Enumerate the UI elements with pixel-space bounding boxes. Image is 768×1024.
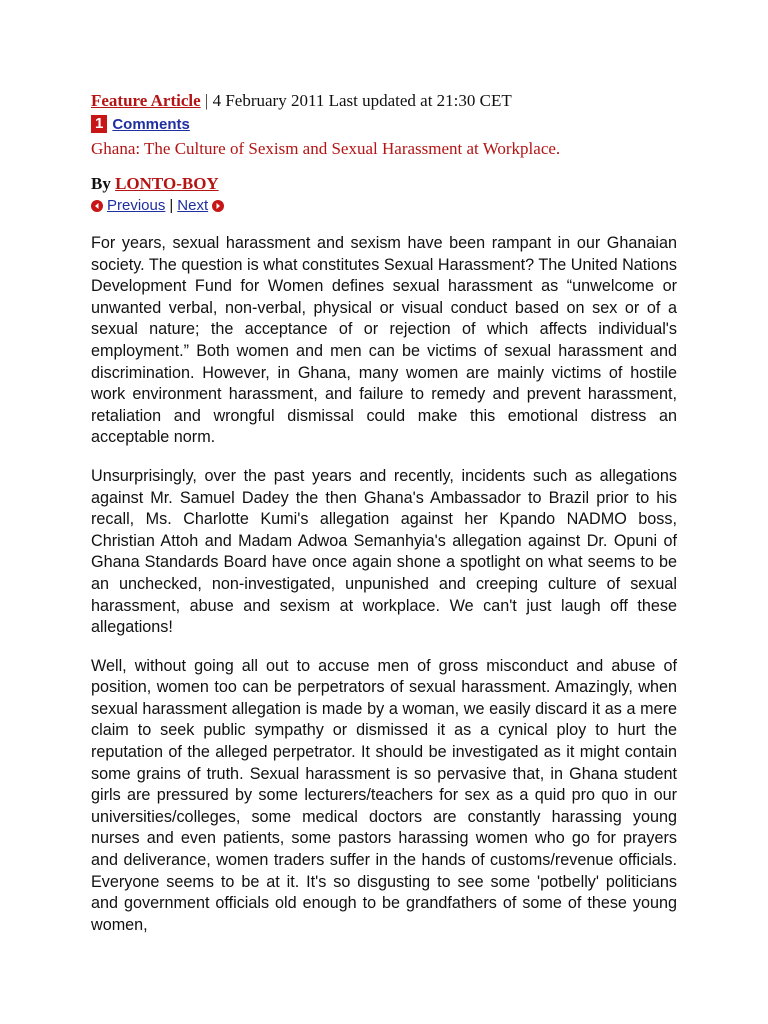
- article-body: [91, 233, 677, 953]
- previous-link[interactable]: Previous: [107, 197, 166, 214]
- comments-row: [91, 115, 190, 133]
- nav-separator: |: [169, 197, 174, 214]
- meta-separator: |: [204, 91, 213, 110]
- article-meta: [91, 91, 512, 111]
- byline: [91, 174, 219, 194]
- next-link[interactable]: Next: [177, 197, 209, 214]
- comment-count-badge: 1: [91, 115, 107, 133]
- article-navigation: [91, 197, 224, 214]
- left-arrow-circle-icon[interactable]: [91, 200, 103, 212]
- article-paragraph: For years, sexual harassment and sexism have been rampant in our Ghanaian society. The question is what constitutes Sexual Harassment? The United Nations Development Fund for Women defines sexual harassment as “unwelcome or unwanted verbal, non-verbal, physical or visual conduct based on sex or of a sexual nature; the acceptance of or rejection of which affects individual's employment.” Both women and men can be victims of sexual harassment and discrimination. However, in Ghana, many women are mainly victims of hostile work environment harassment, and failure to remedy and prevent harassment, retaliation and wrongful dismissal could make this emotional distress an acceptable norm.: [91, 234, 677, 447]
- feature-article-link[interactable]: Feature Article: [91, 91, 201, 110]
- article-paragraph: Unsurprisingly, over the past years and recently, incidents such as allegations against Mr. Samuel Dadey the then Ghana's Ambassador to Brazil prior to his recall, Ms. Charlotte Kumi's allegation against her Kpando NADMO boss, Christian Attoh and Madam Adwoa Semanhyia's allegation against Dr. Opuni of Ghana Standards Board have once again shone a spotlight on what seems to be an unchecked, non-investigated, unpunished and creeping culture of sexual harassment, abuse and sexism at workplace. We can't just laugh off these allegations!: [91, 466, 677, 637]
- article-date: 4 February 2011 Last updated at 21:30 CET: [212, 91, 512, 110]
- right-arrow-circle-icon[interactable]: [212, 200, 224, 212]
- article-paragraph: Well, without going all out to accuse men of gross misconduct and abuse of position, women too can be perpetrators of sexual harassment. Amazingly, when sexual harassment allegation is made by a woman, we easily discard it as a mere claim to seek public sympathy or dismissed it as a cynical ploy to hurt the reputation of the alleged perpetrator. It should be investigated as it might contain some grains of truth. Sexual harassment is so pervasive that, in Ghana student girls are pressured by some lecturers/teachers for sex as a quid pro quo in our universities/colleges, some medical doctors are constantly harassing young nurses and even patients, some pastors harassing women who go for prayers and deliverance, women traders suffer in the hands of customs/revenue officials. Everyone seems to be at it. It's so disgusting to see some 'potbelly' politicians and government officials old enough to be grandfathers of some of these young women,: [91, 656, 677, 934]
- article-headline: Ghana: The Culture of Sexism and Sexual Harassment at Workplace.: [91, 139, 561, 158]
- by-label: By: [91, 174, 116, 193]
- author-link[interactable]: LONTO-BOY: [115, 174, 219, 193]
- comments-link[interactable]: Comments: [112, 115, 190, 133]
